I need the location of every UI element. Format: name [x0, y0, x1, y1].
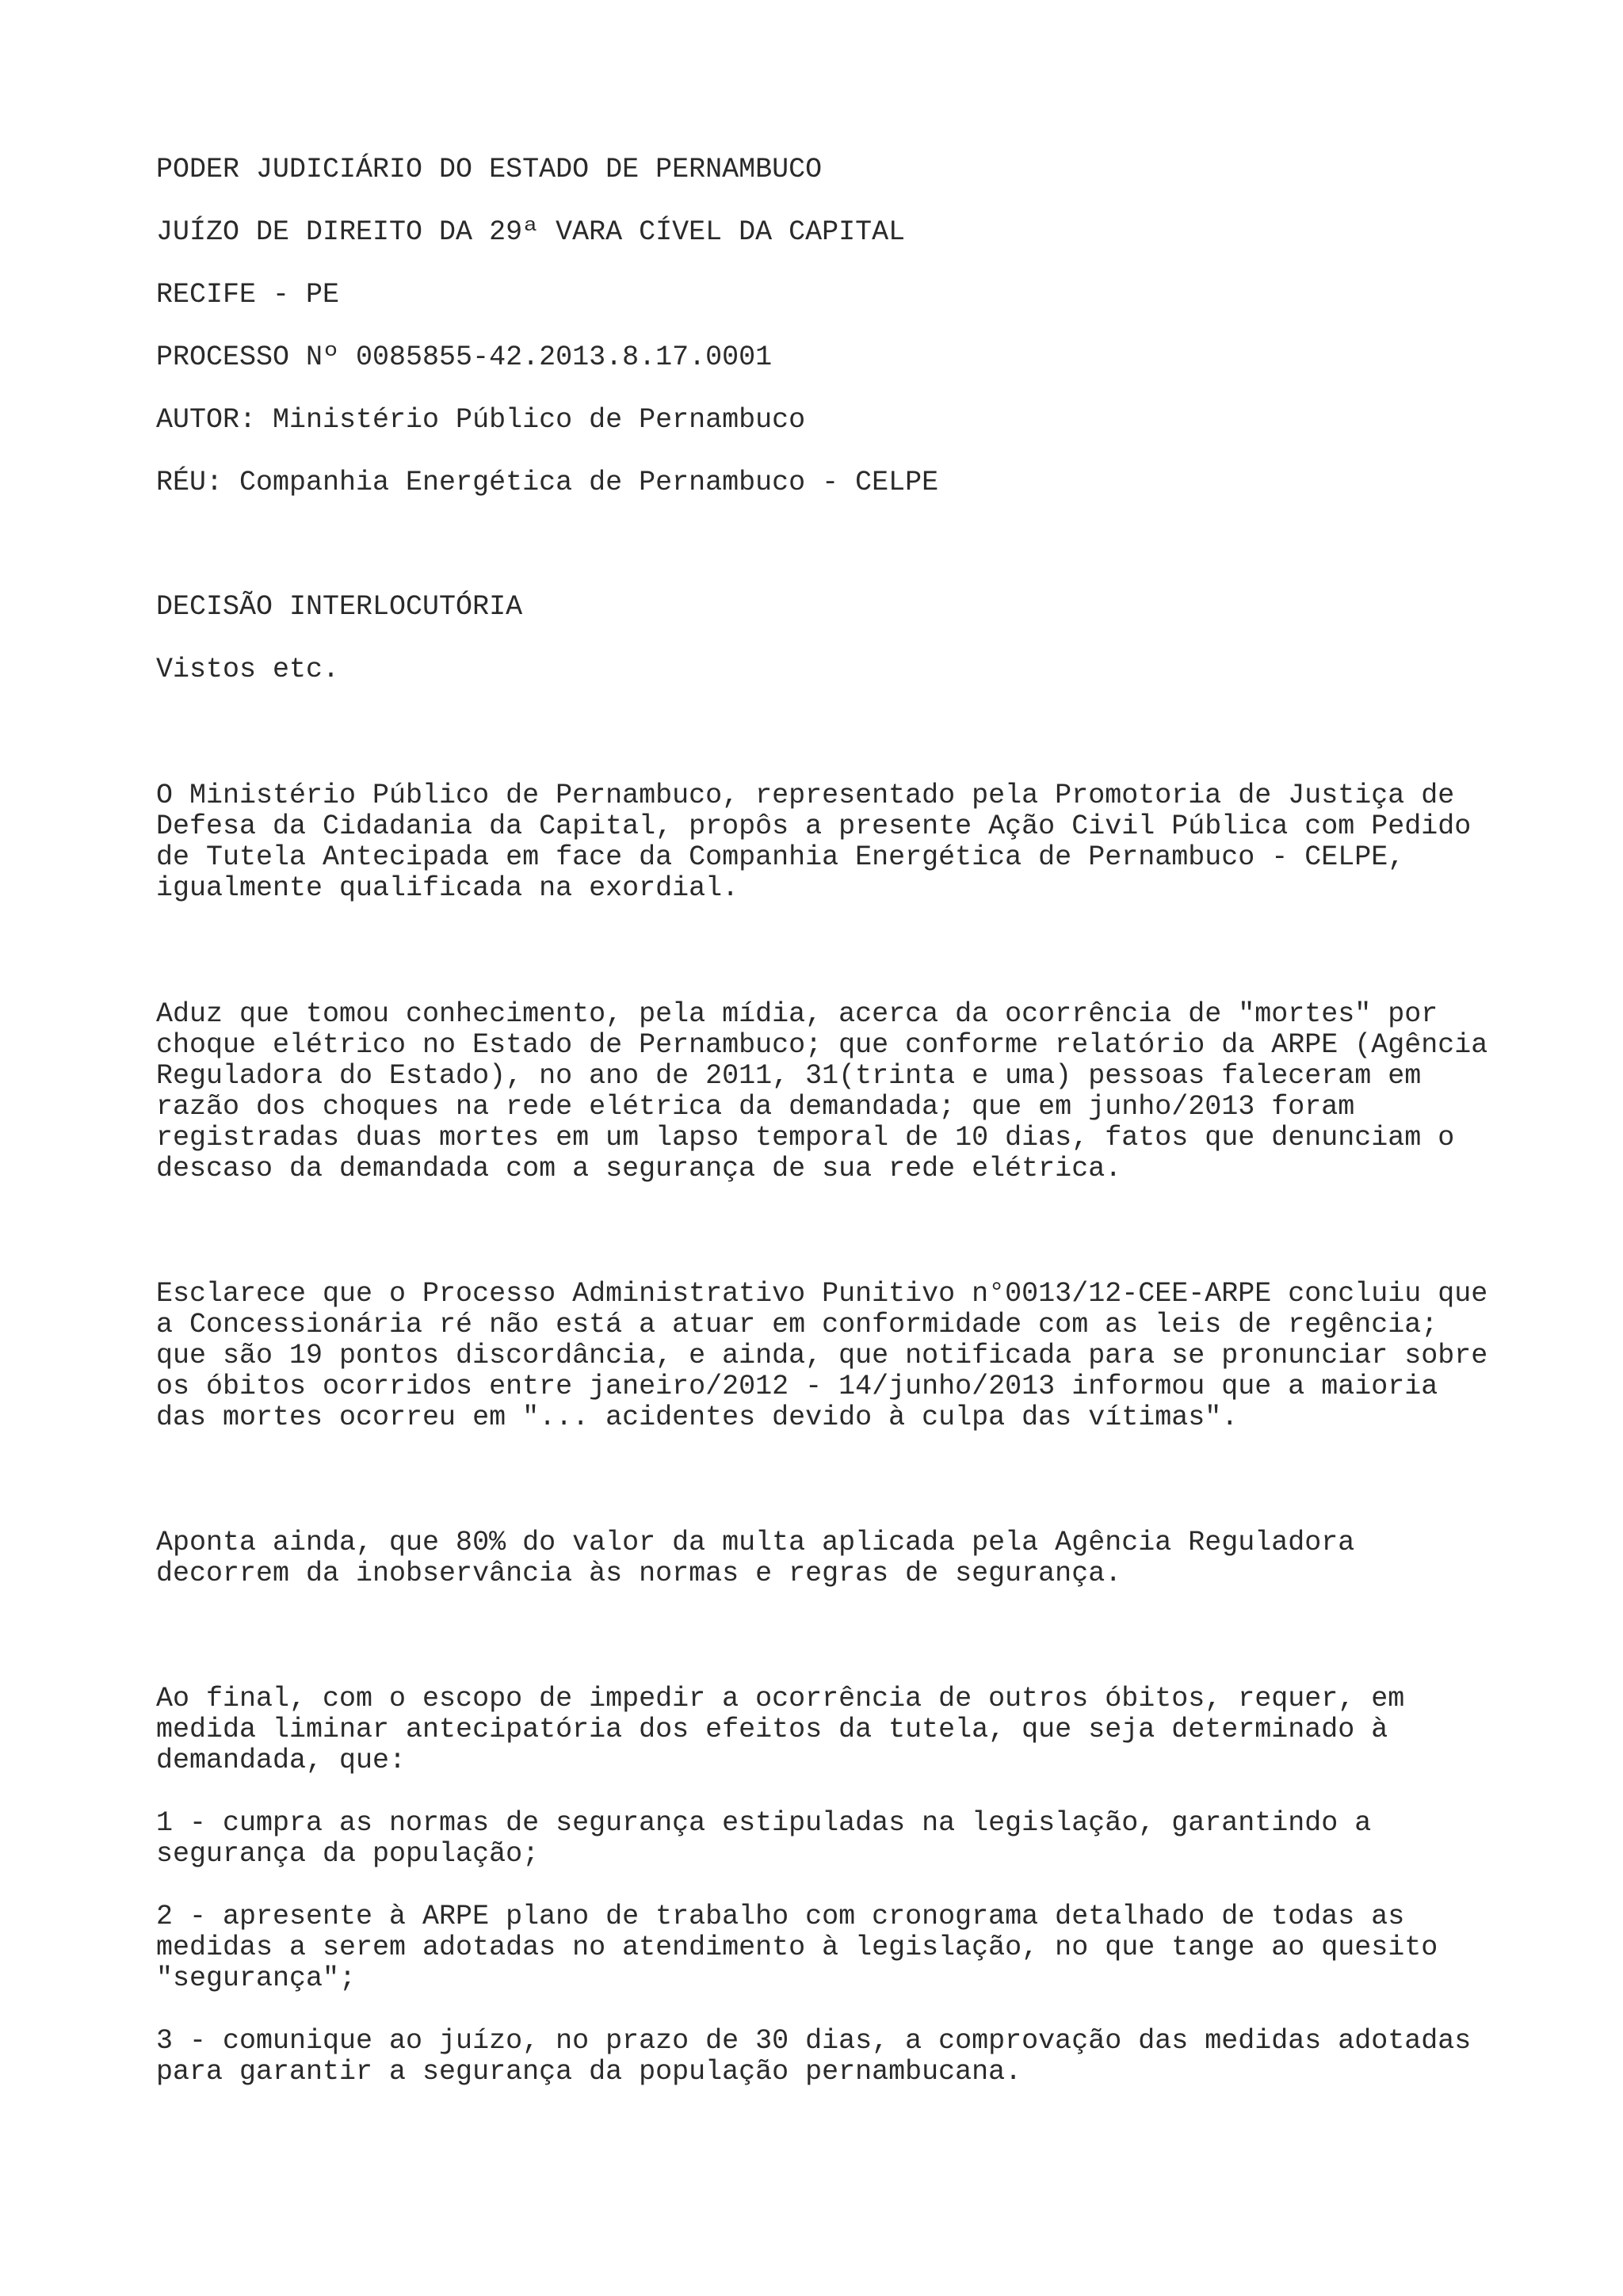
- paragraph-intro: O Ministério Público de Pernambuco, representado pela Promotoria de Justiça de Defesa da Cidadania da Capital, propôs a presente Ação Civil Pública com Pedido de Tutela Antecipada em face da Companhia Energética de Pernambuco - CELPE, igualmente qualificada na exordial.: [156, 780, 1472, 904]
- city-line: RECIFE - PE: [156, 279, 340, 311]
- vistos-line: Vistos etc.: [156, 654, 340, 685]
- paragraph-aduz: Aduz que tomou conhecimento, pela mídia, acerca da ocorrência de "mortes" por choque elétrico no Estado de Pernambuco; que conforme relatório da ARPE (Agência Reguladora do Estado), no ano de 2011, 31(trinta e uma) pessoas faleceram em razão dos choques na rede elétrica da demandada; que em junho/2013 foram registradas duas mortes em um lapso temporal de 10 dias, fatos que denunciam o descaso da demandada com a segurança de sua rede elétrica.: [156, 998, 1488, 1184]
- paragraph-ao-final: Ao final, com o escopo de impedir a ocorrência de outros óbitos, requer, em medida liminar antecipatória dos efeitos da tutela, que seja determinado à demandada, que:: [156, 1683, 1405, 1776]
- defendant-line: RÉU: Companhia Energética de Pernambuco - CELPE: [156, 467, 939, 498]
- author-line: AUTOR: Ministério Público de Pernambuco: [156, 404, 806, 436]
- vara-name: JUÍZO DE DIREITO DA 29ª VARA CÍVEL DA CAPITAL: [156, 216, 906, 248]
- paragraph-aponta: Aponta ainda, que 80% do valor da multa aplicada pela Agência Reguladora decorrem da inobservância às normas e regras de segurança.: [156, 1527, 1355, 1589]
- decision-title: DECISÃO INTERLOCUTÓRIA: [156, 591, 523, 623]
- paragraph-esclarece: Esclarece que o Processo Administrativo Punitivo n°0013/12-CEE-ARPE concluiu que a Concessionária ré não está a atuar em conformidade com as leis de regência; que são 19 pontos discordância, e ainda, que notificada para se pronunciar sobre os óbitos ocorridos entre janeiro/2012 - 14/junho/2013 informou que a maioria das mortes ocorreu em "... acidentes devido à culpa das vítimas".: [156, 1278, 1488, 1433]
- request-item-2: 2 - apresente à ARPE plano de trabalho com cronograma detalhado de todas as medidas a serem adotadas no atendimento à legislação, no que tange ao quesito "segurança";: [156, 1901, 1438, 1994]
- court-name: PODER JUDICIÁRIO DO ESTADO DE PERNAMBUCO: [156, 154, 823, 185]
- process-number: PROCESSO Nº 0085855-42.2013.8.17.0001: [156, 341, 773, 373]
- request-item-3: 3 - comunique ao juízo, no prazo de 30 dias, a comprovação das medidas adotadas para garantir a segurança da população pernambucana.: [156, 2025, 1472, 2088]
- request-item-1: 1 - cumpra as normas de segurança estipuladas na legislação, garantindo a segurança da população;: [156, 1807, 1372, 1870]
